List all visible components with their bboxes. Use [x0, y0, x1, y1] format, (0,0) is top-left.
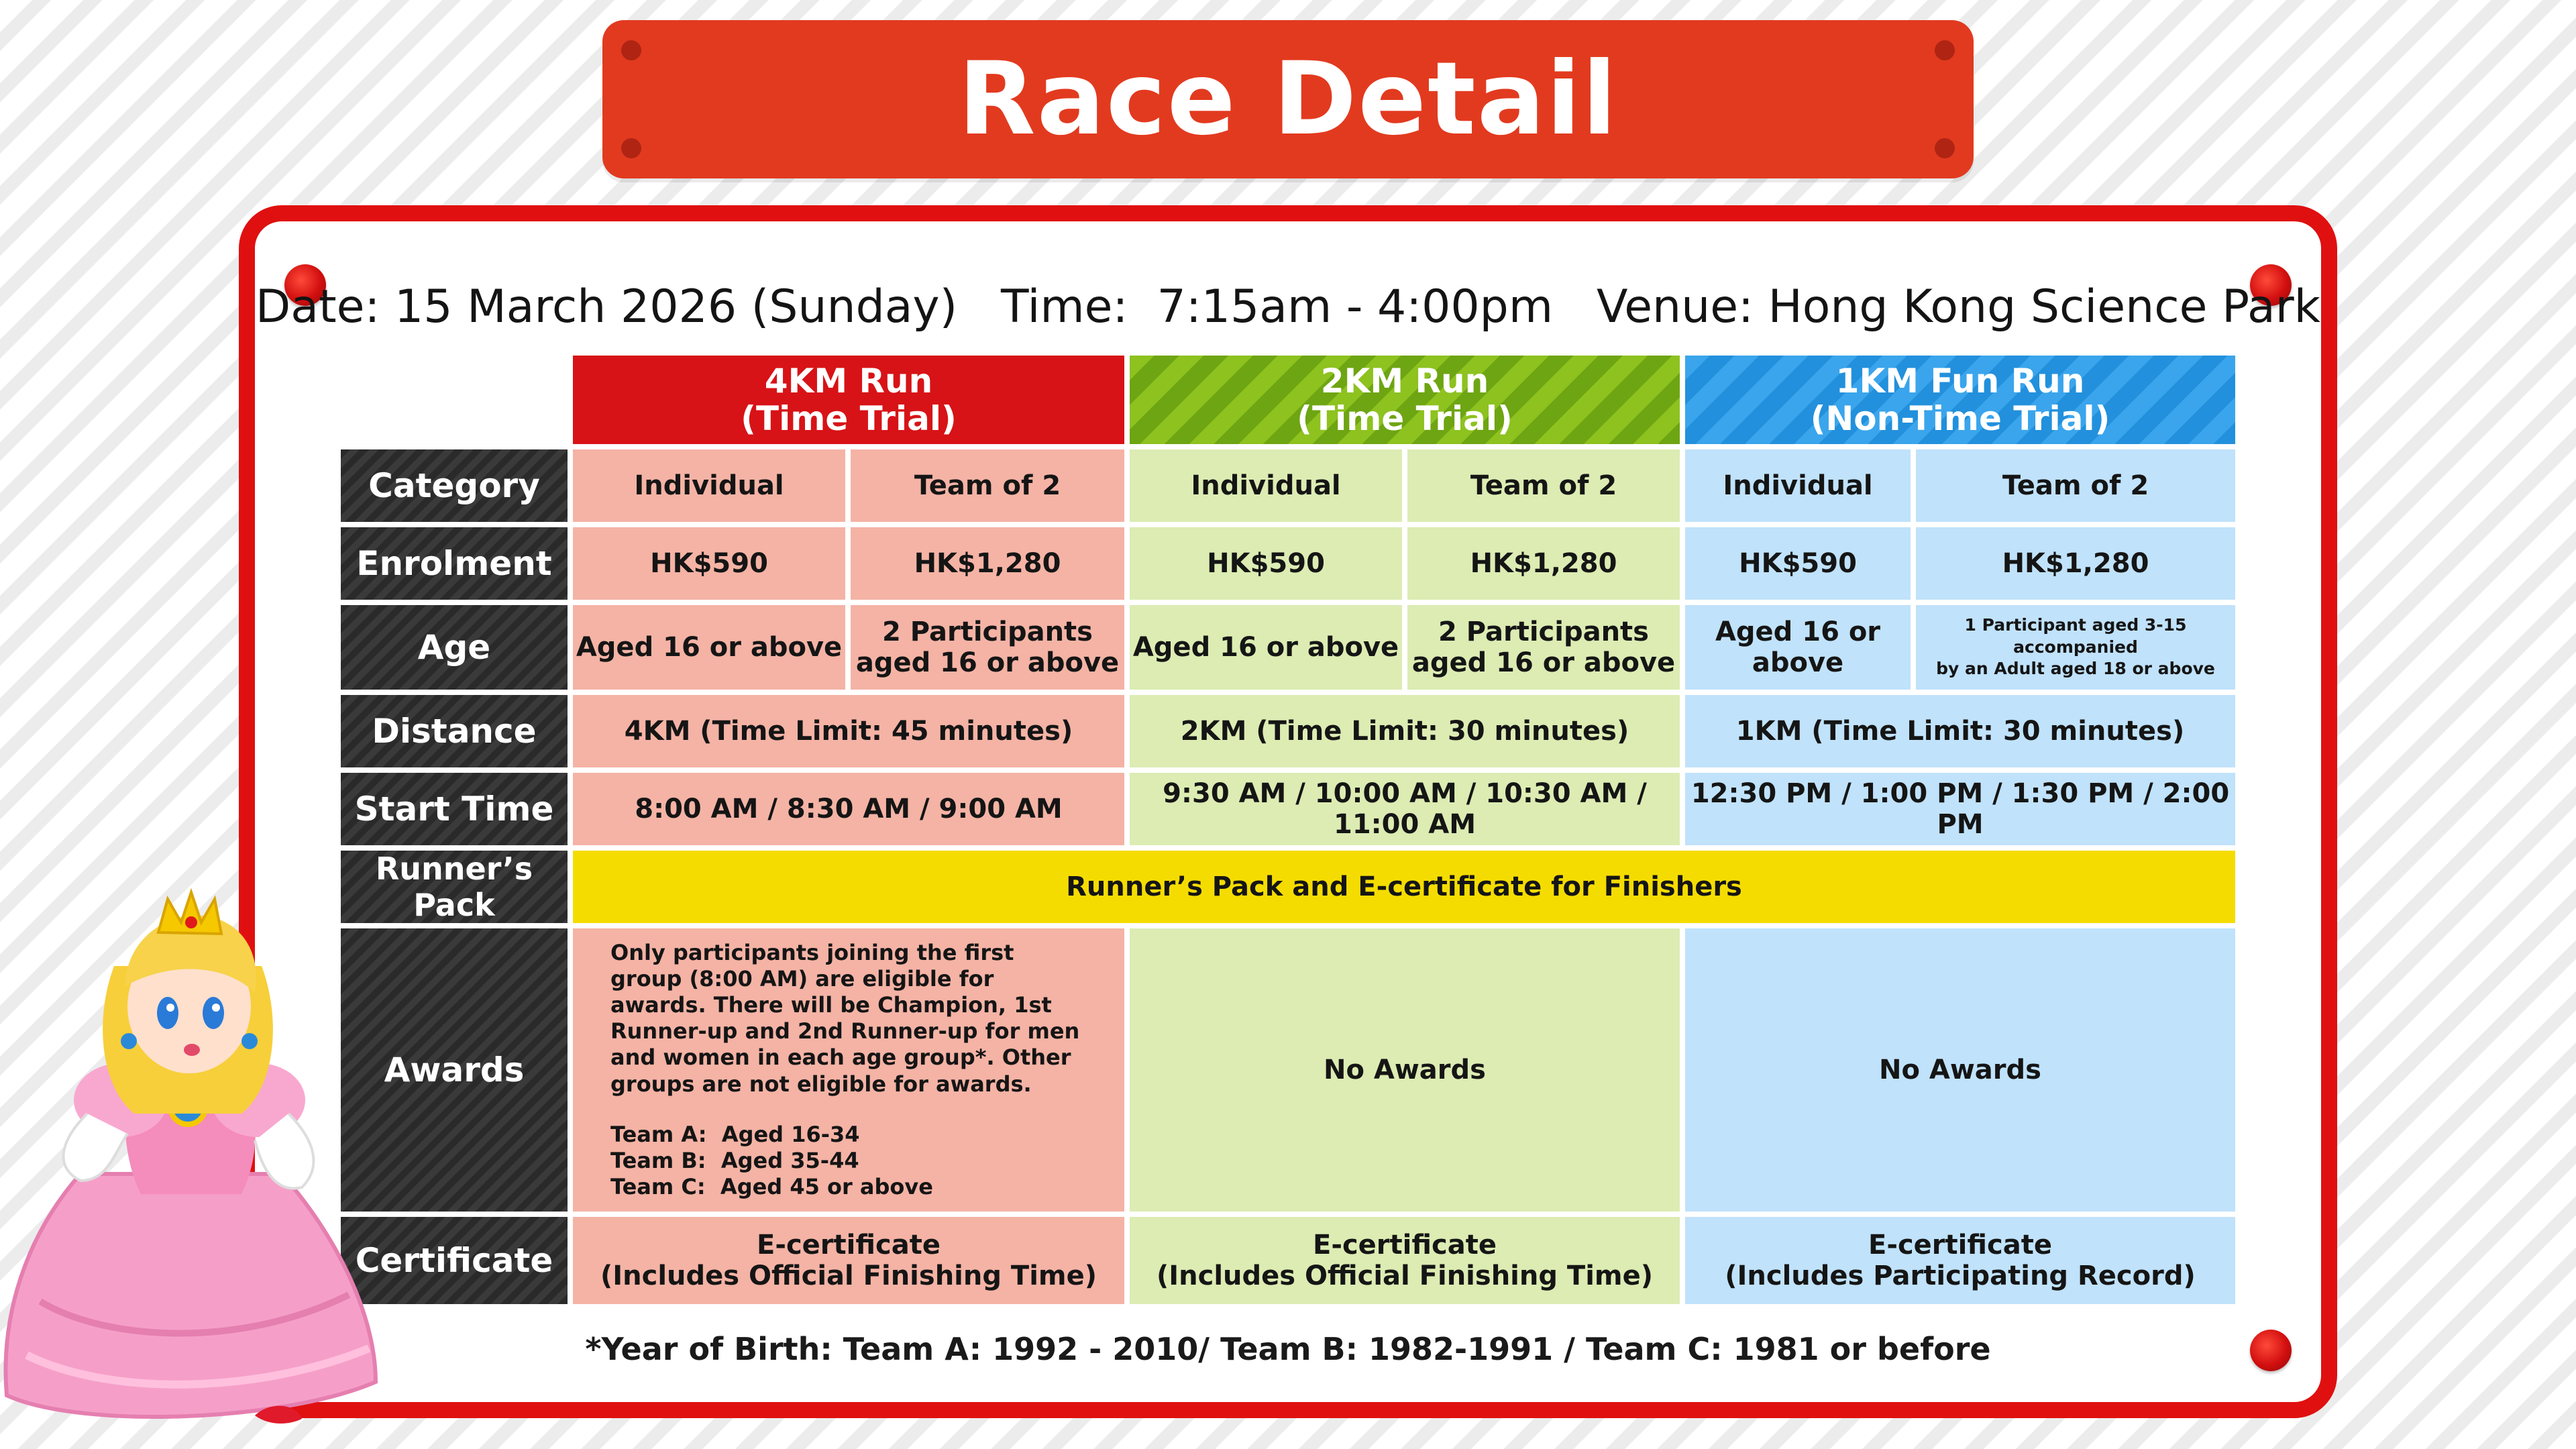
- row-label-category: Category: [341, 449, 568, 522]
- awards-eligibility-text: Only participants joining the first group (8:00 AM) are eligible for awards. There will be Champion, 1st Runner-up and 2nd Runner-up for men and women in each age group*. Other groups are not eligible for awards.: [610, 940, 1080, 1097]
- category-1km-team: Team of 2: [1916, 449, 2235, 522]
- row-label-certificate: Certificate: [341, 1217, 568, 1304]
- awards-4km: [573, 928, 1124, 1212]
- age-1km-team: [1916, 605, 2235, 690]
- awards-2km: No Awards: [1130, 928, 1680, 1212]
- age-fun-team-line2: by an Adult aged 18 or above: [1936, 659, 2215, 679]
- certificate-line1: E-certificate: [1868, 1230, 2052, 1260]
- age-fun-team-line1: 1 Participant aged 3-15 accompanied: [1964, 615, 2187, 657]
- event-date: Date: 15 March 2026 (Sunday): [255, 280, 958, 333]
- header-subtitle: (Time Trial): [741, 399, 957, 438]
- enrolment-4km-individual: HK$590: [573, 527, 845, 600]
- age-team-line2: aged 16 or above: [1411, 647, 1676, 678]
- certificate-line2: (Includes Official Finishing Time): [600, 1260, 1097, 1291]
- row-label-distance: Distance: [341, 695, 568, 767]
- age-team-line1: 2 Participants: [881, 616, 1093, 647]
- event-venue: Venue: Hong Kong Science Park: [1596, 280, 2321, 333]
- banner-bolt: [1935, 40, 1955, 60]
- enrolment-1km-team: HK$1,280: [1916, 527, 2235, 600]
- team-name: Team A:: [610, 1121, 707, 1147]
- event-time: Time: 7:15am - 4:00pm: [1001, 280, 1554, 333]
- start-time-2km: 9:30 AM / 10:00 AM / 10:30 AM / 11:00 AM: [1130, 773, 1680, 845]
- awards-team-row: [610, 1174, 1087, 1200]
- header-1km-fun-run: [1685, 356, 2235, 444]
- enrolment-1km-individual: HK$590: [1685, 527, 1911, 600]
- distance-1km: 1KM (Time Limit: 30 minutes): [1685, 695, 2235, 767]
- age-team-line2: aged 16 or above: [855, 647, 1120, 678]
- category-2km-team: Team of 2: [1407, 449, 1680, 522]
- awards-team-row: [610, 1122, 1087, 1148]
- certificate-line2: (Includes Official Finishing Time): [1156, 1260, 1654, 1291]
- certificate-4km: [573, 1217, 1124, 1304]
- start-time-4km: 8:00 AM / 8:30 AM / 9:00 AM: [573, 773, 1124, 845]
- category-4km-team: Team of 2: [851, 449, 1124, 522]
- category-4km-individual: Individual: [573, 449, 845, 522]
- awards-team-row: [610, 1148, 1087, 1174]
- row-label-runners-pack: Runner’s Pack: [341, 851, 568, 923]
- header-title: 1KM Fun Run: [1835, 362, 2085, 400]
- age-2km-individual: Aged 16 or above: [1130, 605, 1402, 690]
- start-time-1km: 12:30 PM / 1:00 PM / 1:30 PM / 2:00 PM: [1685, 773, 2235, 845]
- distance-4km: 4KM (Time Limit: 45 minutes): [573, 695, 1124, 767]
- team-name: Team C:: [610, 1173, 706, 1199]
- team-age: Aged 45 or above: [720, 1173, 933, 1199]
- age-1km-individual: Aged 16 or above: [1685, 605, 1911, 690]
- team-age: Aged 16-34: [721, 1121, 860, 1147]
- row-label-age: Age: [341, 605, 568, 690]
- princess-peach-illustration: [0, 885, 402, 1436]
- banner-bolt: [621, 40, 641, 60]
- distance-2km: 2KM (Time Limit: 30 minutes): [1130, 695, 1680, 767]
- row-label-start-time: Start Time: [341, 773, 568, 845]
- age-2km-team: [1407, 605, 1680, 690]
- title-banner: [602, 20, 1974, 178]
- header-title: 4KM Run: [764, 362, 933, 400]
- certificate-line1: E-certificate: [757, 1230, 941, 1260]
- team-age: Aged 35-44: [720, 1147, 859, 1173]
- certificate-1km: [1685, 1217, 2235, 1304]
- header-title: 2KM Run: [1320, 362, 1489, 400]
- awards-1km: No Awards: [1685, 928, 2235, 1212]
- certificate-line1: E-certificate: [1313, 1230, 1497, 1260]
- header-4km-run: [573, 356, 1124, 444]
- category-2km-individual: Individual: [1130, 449, 1402, 522]
- event-info-line: [255, 280, 2321, 333]
- enrolment-2km-individual: HK$590: [1130, 527, 1402, 600]
- team-name: Team B:: [610, 1147, 706, 1173]
- banner-bolt: [1935, 138, 1955, 158]
- age-4km-team: [851, 605, 1124, 690]
- header-subtitle: (Non-Time Trial): [1810, 399, 2110, 438]
- row-label-awards: Awards: [341, 928, 568, 1212]
- header-subtitle: (Time Trial): [1297, 399, 1513, 438]
- age-4km-individual: Aged 16 or above: [573, 605, 845, 690]
- banner-bolt: [621, 138, 641, 158]
- row-label-enrolment: Enrolment: [341, 527, 568, 600]
- page-title: Race Detail: [958, 41, 1618, 158]
- year-of-birth-footnote: *Year of Birth: Team A: 1992 - 2010/ Team B: 1982-1991 / Team C: 1981 or before: [585, 1331, 1991, 1367]
- header-2km-run: [1130, 356, 1680, 444]
- age-team-line1: 2 Participants: [1438, 616, 1649, 647]
- certificate-line2: (Includes Participating Record): [1725, 1260, 2196, 1291]
- enrolment-4km-team: HK$1,280: [851, 527, 1124, 600]
- category-1km-individual: Individual: [1685, 449, 1911, 522]
- awards-4km-text: [573, 940, 1124, 1199]
- certificate-2km: [1130, 1217, 1680, 1304]
- enrolment-2km-team: HK$1,280: [1407, 527, 1680, 600]
- runners-pack-info: Runner’s Pack and E-certificate for Finishers: [573, 851, 2235, 923]
